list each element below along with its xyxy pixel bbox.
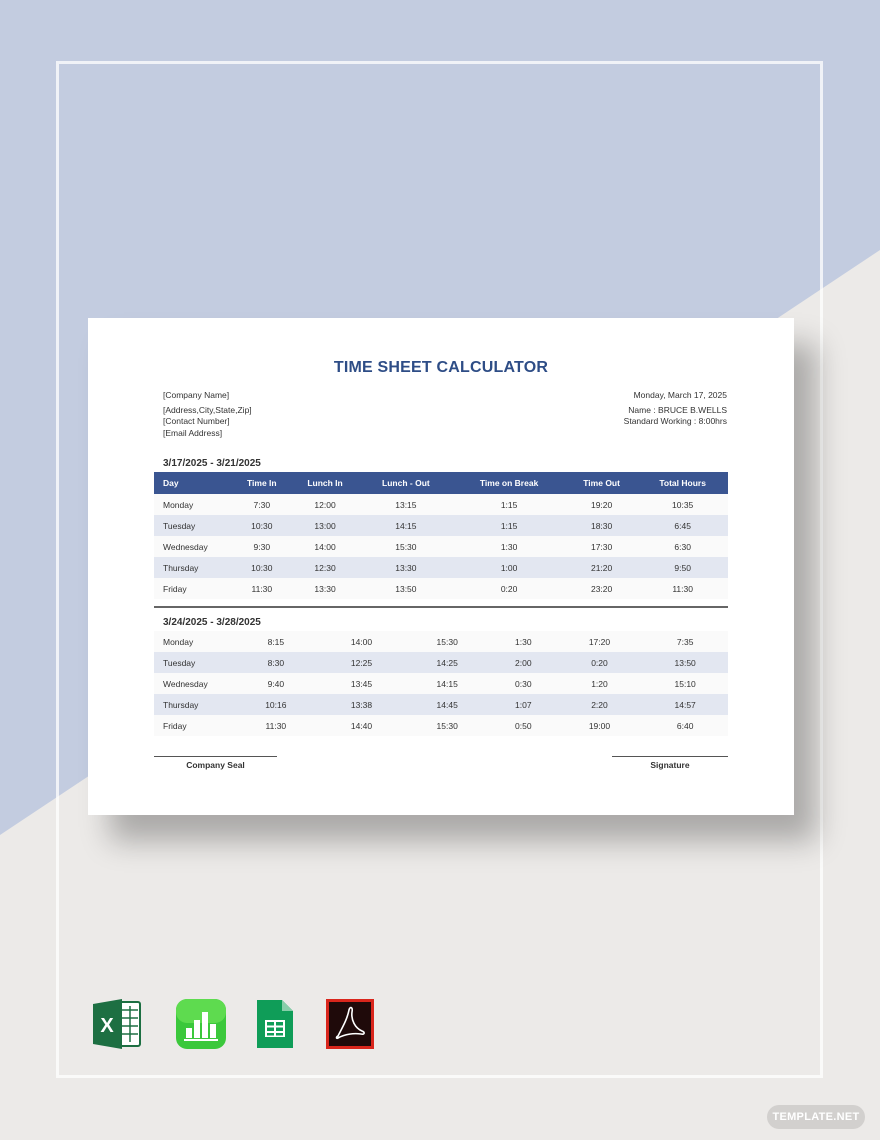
table-row [154,694,728,715]
cell-time-on-break: 2:00 [490,652,557,673]
cell-day: Wednesday [154,673,233,694]
table-row [154,631,728,652]
column-header-total-hours: Total Hours [637,472,728,494]
cell-time-on-break: 1:00 [452,557,566,578]
cell-time-out: 23:20 [566,578,637,599]
column-header-time-out: Time Out [566,472,637,494]
cell-lunch-out: 15:30 [404,631,490,652]
table-row [154,673,728,694]
timesheet-document [88,318,794,815]
cell-time-out: 17:20 [557,631,643,652]
google-sheets-icon[interactable] [255,998,295,1050]
cell-time-on-break: 1:30 [490,631,557,652]
cell-time-out: 2:20 [557,694,643,715]
table-row [154,557,728,578]
cell-day: Tuesday [154,515,233,536]
numbers-icon[interactable] [175,998,227,1050]
week-2-table [154,631,728,736]
cell-lunch-out: 13:50 [360,578,453,599]
cell-total-hours: 7:35 [642,631,728,652]
cell-lunch-in: 13:00 [291,515,360,536]
document-title: TIME SHEET CALCULATOR [333,359,549,376]
column-header-lunch-in: Lunch In [291,472,360,494]
cell-total-hours: 15:10 [642,673,728,694]
table-row [154,578,728,599]
table-row [154,515,728,536]
company-contact: [Contact Number] [163,416,230,426]
cell-time-on-break: 1:07 [490,694,557,715]
table-row [154,652,728,673]
cell-lunch-out: 15:30 [360,536,453,557]
cell-lunch-in: 14:00 [291,536,360,557]
cell-time-out: 19:20 [566,494,637,515]
table-row [154,715,728,736]
cell-day: Thursday [154,694,233,715]
cell-time-in: 10:30 [233,515,291,536]
cell-time-in: 11:30 [233,578,291,599]
cell-time-out: 18:30 [566,515,637,536]
cell-time-on-break: 1:30 [452,536,566,557]
cell-time-in: 10:16 [233,694,319,715]
cell-day: Friday [154,578,233,599]
week-1-label: 3/17/2025 - 3/21/2025 [163,458,261,469]
company-address: [Address,City,State,Zip] [163,404,252,415]
cell-time-on-break: 0:20 [452,578,566,599]
cell-time-out: 1:20 [557,673,643,694]
cell-lunch-in: 12:00 [291,494,360,515]
column-header-lunch-out: Lunch - Out [360,472,453,494]
column-header-time-on-break: Time on Break [452,472,566,494]
cell-time-on-break: 1:15 [452,494,566,515]
template-net-badge[interactable]: TEMPLATE.NET [767,1105,865,1129]
cell-time-in: 9:40 [233,673,319,694]
column-header-time-in: Time In [233,472,291,494]
signature-line [612,756,728,757]
cell-total-hours: 6:45 [637,515,728,536]
cell-lunch-out: 13:15 [360,494,453,515]
signature-label: Signature [650,760,690,770]
cell-lunch-out: 14:15 [360,515,453,536]
cell-total-hours: 13:50 [642,652,728,673]
table-row [154,494,728,515]
column-header-day: Day [154,472,233,494]
cell-time-in: 8:30 [233,652,319,673]
employee-name: Name : BRUCE B.WELLS [628,404,727,415]
cell-time-on-break: 1:15 [452,515,566,536]
cell-day: Friday [154,715,233,736]
company-name: [Company Name] [163,390,230,400]
cell-lunch-in: 13:45 [319,673,405,694]
week-1-table [154,472,728,599]
cell-time-on-break: 0:50 [490,715,557,736]
cell-time-on-break: 0:30 [490,673,557,694]
pdf-icon[interactable] [325,998,375,1050]
cell-lunch-in: 14:40 [319,715,405,736]
cell-time-in: 10:30 [233,557,291,578]
cell-total-hours: 10:35 [637,494,728,515]
cell-day: Tuesday [154,652,233,673]
cell-lunch-in: 13:30 [291,578,360,599]
cell-time-in: 7:30 [233,494,291,515]
cell-time-in: 8:15 [233,631,319,652]
cell-total-hours: 6:30 [637,536,728,557]
company-seal-line [154,756,277,757]
cell-lunch-out: 15:30 [404,715,490,736]
cell-lunch-in: 12:30 [291,557,360,578]
cell-day: Wednesday [154,536,233,557]
cell-time-in: 11:30 [233,715,319,736]
cell-lunch-in: 13:38 [319,694,405,715]
cell-day: Monday [154,494,233,515]
standard-working: Standard Working : 8:00hrs [623,416,727,426]
cell-time-out: 0:20 [557,652,643,673]
week-divider [154,606,728,608]
cell-time-out: 17:30 [566,536,637,557]
cell-total-hours: 11:30 [637,578,728,599]
cell-time-out: 19:00 [557,715,643,736]
table-row [154,536,728,557]
week-2-label: 3/24/2025 - 3/28/2025 [163,617,261,628]
cell-time-out: 21:20 [566,557,637,578]
cell-total-hours: 6:40 [642,715,728,736]
cell-total-hours: 14:57 [642,694,728,715]
employee-info [624,390,727,428]
cell-lunch-out: 13:30 [360,557,453,578]
cell-lunch-in: 14:00 [319,631,405,652]
cell-lunch-out: 14:25 [404,652,490,673]
company-seal-label: Company Seal [186,760,245,770]
excel-icon[interactable] [92,998,144,1050]
document-date: Monday, March 17, 2025 [633,390,727,400]
cell-time-in: 9:30 [233,536,291,557]
table-header-row [154,472,728,494]
svg-text:X: X [100,1015,114,1037]
cell-lunch-out: 14:15 [404,673,490,694]
cell-total-hours: 9:50 [637,557,728,578]
cell-lunch-in: 12:25 [319,652,405,673]
cell-day: Thursday [154,557,233,578]
cell-day: Monday [154,631,233,652]
cell-lunch-out: 14:45 [404,694,490,715]
company-email: [Email Address] [163,427,223,438]
company-info [163,390,252,439]
